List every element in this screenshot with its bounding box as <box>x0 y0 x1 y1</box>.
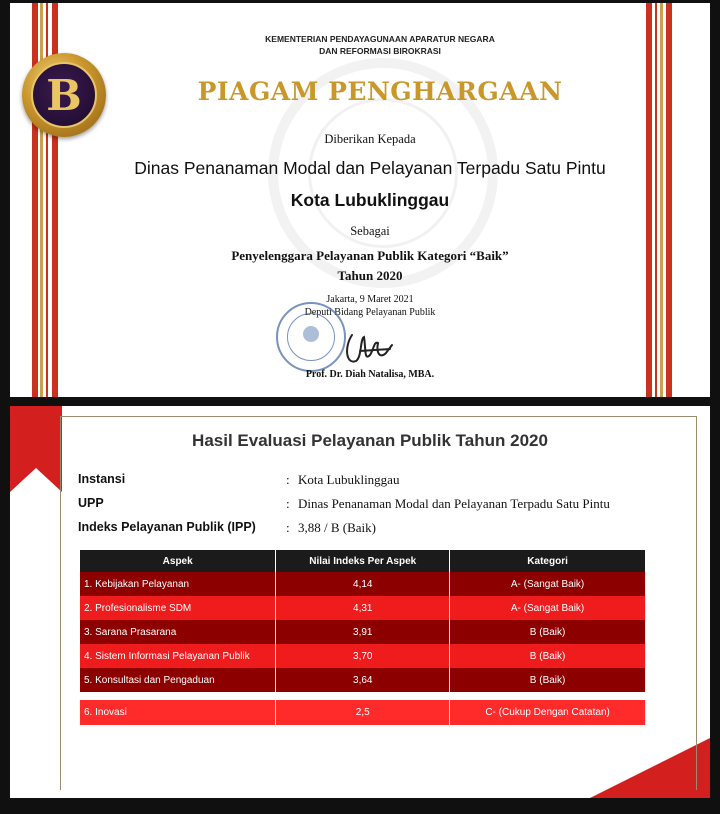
as-label: Sebagai <box>350 224 390 238</box>
info-value: Dinas Penanaman Modal dan Pelayanan Terpadu Satu Pintu <box>298 496 610 511</box>
cell-aspect: 3. Sarana Prasarana <box>80 620 276 644</box>
certificate <box>10 3 710 397</box>
cell-value: 3,91 <box>276 620 450 644</box>
border-stripe <box>655 3 657 397</box>
cell-aspect: 2. Profesionalisme SDM <box>80 596 276 620</box>
cell-category: B (Baik) <box>450 668 646 692</box>
cell-value: 3,70 <box>276 644 450 668</box>
cell-aspect: 6. Inovasi <box>80 700 276 725</box>
column-header-aspect: Aspek <box>80 550 276 572</box>
award-year: Tahun 2020 <box>337 268 403 283</box>
cell-value: 3,64 <box>276 668 450 692</box>
border-stripe <box>660 3 663 397</box>
badge-medal-icon <box>22 53 106 137</box>
recipient-name: Dinas Penanaman Modal dan Pelayanan Terpadu Satu Pintu <box>134 158 606 178</box>
award-category: Penyelenggara Pelayanan Publik Kategori “Baik” <box>231 248 509 263</box>
border-stripe <box>666 3 672 397</box>
cell-value: 4,14 <box>276 572 450 596</box>
ministry-line-1: KEMENTERIAN PENDAYAGUNAAN APARATUR NEGARA <box>265 34 495 44</box>
badge-letter: B <box>31 62 97 128</box>
certificate-title: PIAGAM PENGHARGAAN <box>197 77 563 106</box>
cell-category: A- (Sangat Baik) <box>450 572 646 596</box>
evaluation-panel <box>10 406 710 798</box>
ministry-name <box>210 33 550 57</box>
info-value: 3,88 / B (Baik) <box>298 520 376 535</box>
recipient-city: Kota Lubuklinggau <box>290 190 450 210</box>
evaluation-title: Hasil Evaluasi Pelayanan Publik Tahun 2020 <box>192 431 548 450</box>
cell-category: A- (Sangat Baik) <box>450 596 646 620</box>
info-label: Instansi <box>78 472 126 486</box>
table-row <box>80 700 646 725</box>
table-header-row <box>80 550 646 572</box>
cell-category: B (Baik) <box>450 644 646 668</box>
table-row <box>80 668 646 692</box>
table-spacer <box>80 692 646 700</box>
official-seal-icon <box>276 302 346 372</box>
info-colon: : <box>286 472 290 487</box>
info-label: Indeks Pelayanan Publik (IPP) <box>78 520 256 534</box>
signature-icon <box>340 325 400 373</box>
place-date: Jakarta, 9 Maret 2021 <box>326 294 414 305</box>
info-label: UPP <box>78 496 104 510</box>
info-colon: : <box>286 496 290 511</box>
column-header-value: Nilai Indeks Per Aspek <box>276 550 450 572</box>
ministry-line-2: DAN REFORMASI BIROKRASI <box>319 46 441 56</box>
cell-value: 4,31 <box>276 596 450 620</box>
evaluation-table <box>80 550 646 725</box>
info-value: Kota Lubuklinggau <box>298 472 400 487</box>
cell-value: 2,5 <box>276 700 450 725</box>
cell-aspect: 5. Konsultasi dan Pengaduan <box>80 668 276 692</box>
table-row <box>80 596 646 620</box>
table-row <box>80 644 646 668</box>
signer-department: Deputi Bidang Pelayanan Publik <box>304 307 436 318</box>
cell-aspect: 4. Sistem Informasi Pelayanan Publik <box>80 644 276 668</box>
table-row <box>80 572 646 596</box>
signer-name: Prof. Dr. Diah Natalisa, MBA. <box>305 369 435 380</box>
table-row <box>80 620 646 644</box>
cell-category: B (Baik) <box>450 620 646 644</box>
given-to-label: Diberikan Kepada <box>324 132 416 146</box>
info-colon: : <box>286 520 290 535</box>
cell-category: C- (Cukup Dengan Catatan) <box>450 700 646 725</box>
cell-aspect: 1. Kebijakan Pelayanan <box>80 572 276 596</box>
column-header-category: Kategori <box>450 550 646 572</box>
